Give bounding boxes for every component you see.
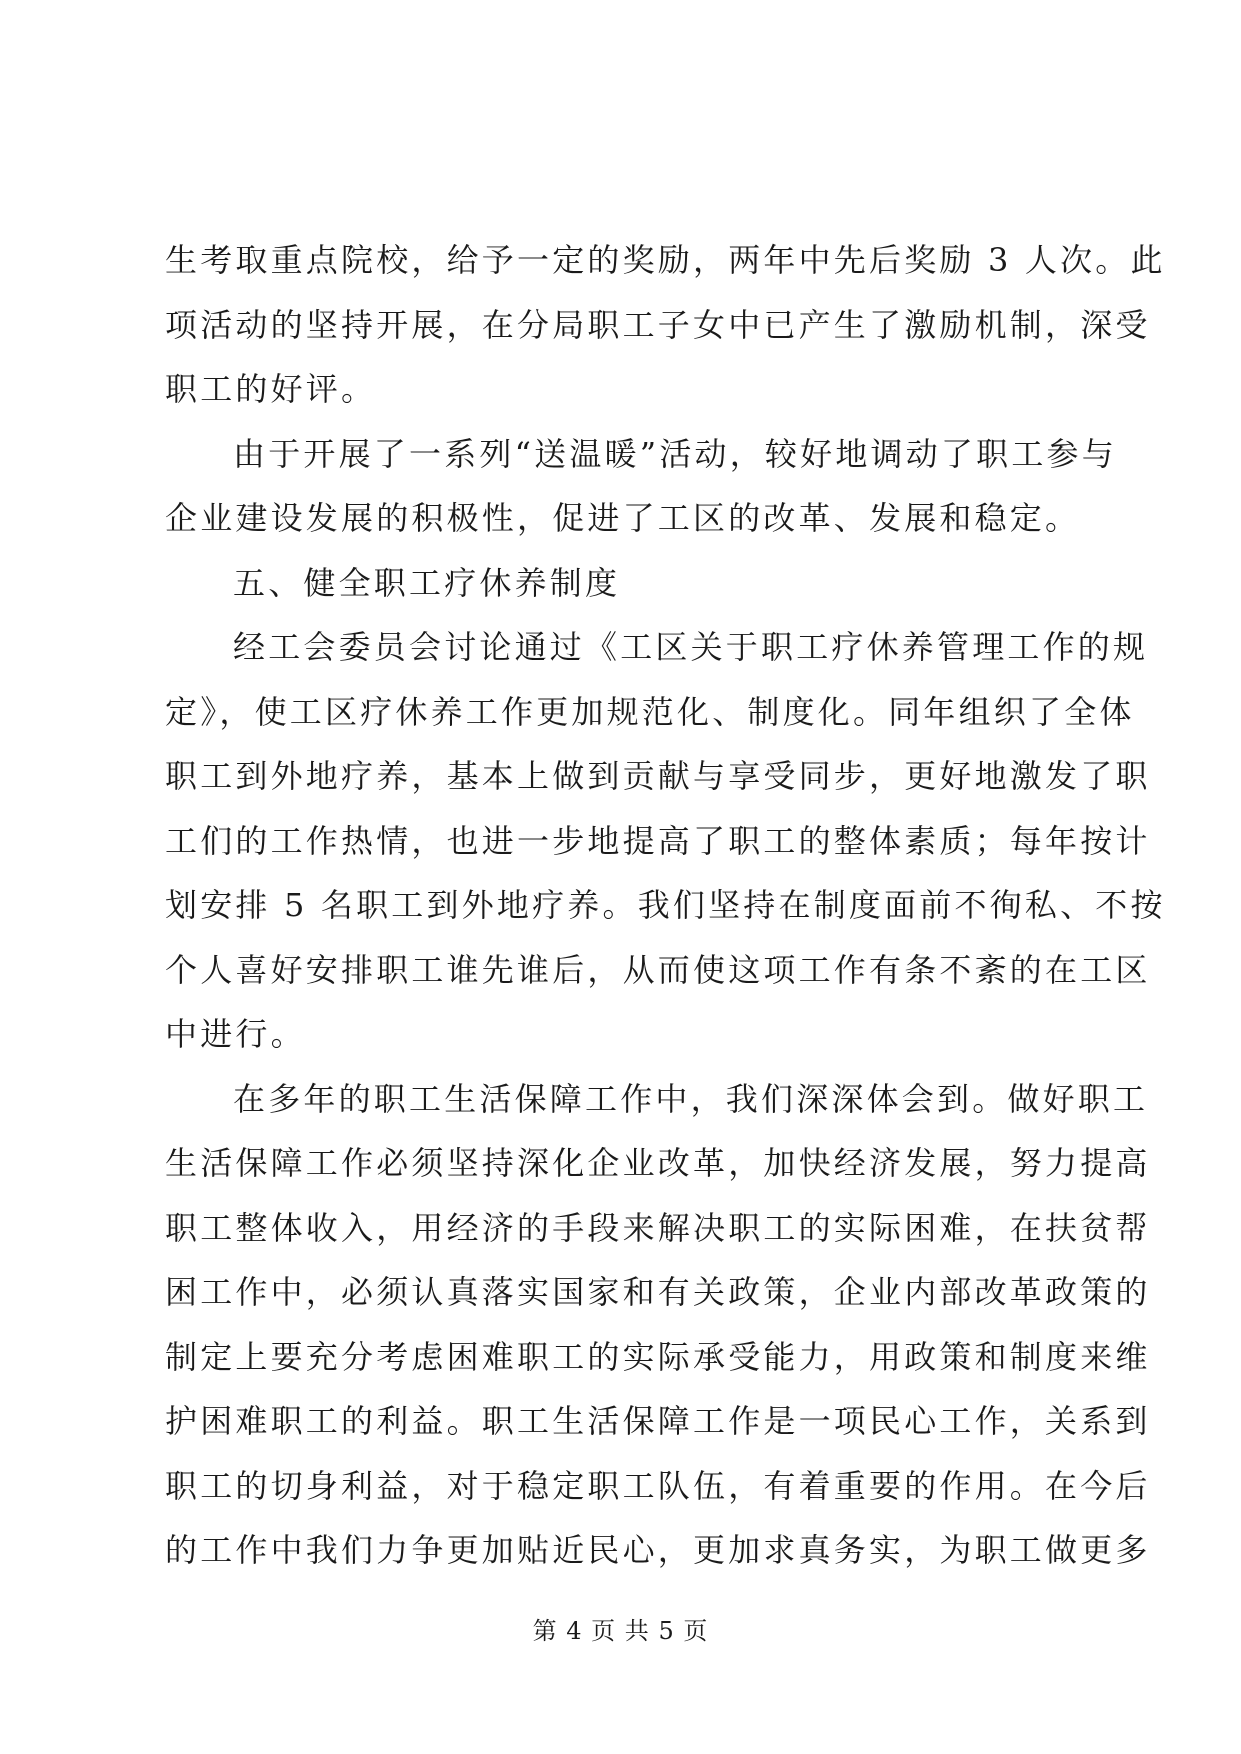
text-line: 的工作中我们力争更加贴近民心，更加求真务实，为职工做更多 xyxy=(165,1531,1151,1569)
text-line: 个人喜好安排职工谁先谁后，从而使这项工作有条不紊的在工区 xyxy=(165,950,1151,989)
text-line: 困工作中，必须认真落实国家和有关政策，企业内部改革政策的 xyxy=(165,1273,1151,1311)
text-line: 生考取重点院校，给予一定的奖励，两年中先后奖励 3 人次。此 xyxy=(165,241,1166,279)
text-line: 生活保障工作必须坚持深化企业改革，加快经济发展，努力提高 xyxy=(165,1144,1151,1182)
text-line: 项活动的坚持开展，在分局职工子女中已产生了激励机制，深受 xyxy=(165,305,1151,344)
text-line: 职工到外地疗养，基本上做到贡献与享受同步，更好地激发了职 xyxy=(165,757,1151,795)
text-line: 护困难职工的利益。职工生活保障工作是一项民心工作，关系到 xyxy=(165,1402,1151,1440)
text-line: 中进行。 xyxy=(165,1015,306,1053)
text-line: 划安排 5 名职工到外地疗养。我们坚持在制度面前不徇私、不按 xyxy=(165,886,1166,924)
text-line: 职工整体收入，用经济的手段来解决职工的实际困难，在扶贫帮 xyxy=(165,1208,1151,1247)
text-line: 职工的切身利益，对于稳定职工队伍，有着重要的作用。在今后 xyxy=(165,1466,1151,1505)
text-line: 经工会委员会讨论通过《工区关于职工疗休养管理工作的规 xyxy=(233,628,1149,666)
page-footer: 第 4 页 共 5 页 xyxy=(532,1617,709,1645)
text-line: 由于开展了一系列“送温暖”活动，较好地调动了职工参与 xyxy=(233,434,1117,473)
body-text xyxy=(165,228,1166,1583)
text-line: 制定上要充分考虑困难职工的实际承受能力，用政策和制度来维 xyxy=(165,1337,1151,1376)
text-line: 定》，使工区疗休养工作更加规范化、制度化。同年组织了全体 xyxy=(165,692,1135,731)
text-line: 在多年的职工生活保障工作中，我们深深体会到。做好职工 xyxy=(233,1079,1149,1118)
text-line: 企业建设发展的积极性，促进了工区的改革、发展和稳定。 xyxy=(165,499,1081,537)
text-line: 五、健全职工疗休养制度 xyxy=(233,563,621,602)
text-line: 工们的工作热情，也进一步地提高了职工的整体素质；每年按计 xyxy=(165,821,1151,860)
text-line: 职工的好评。 xyxy=(165,370,377,408)
